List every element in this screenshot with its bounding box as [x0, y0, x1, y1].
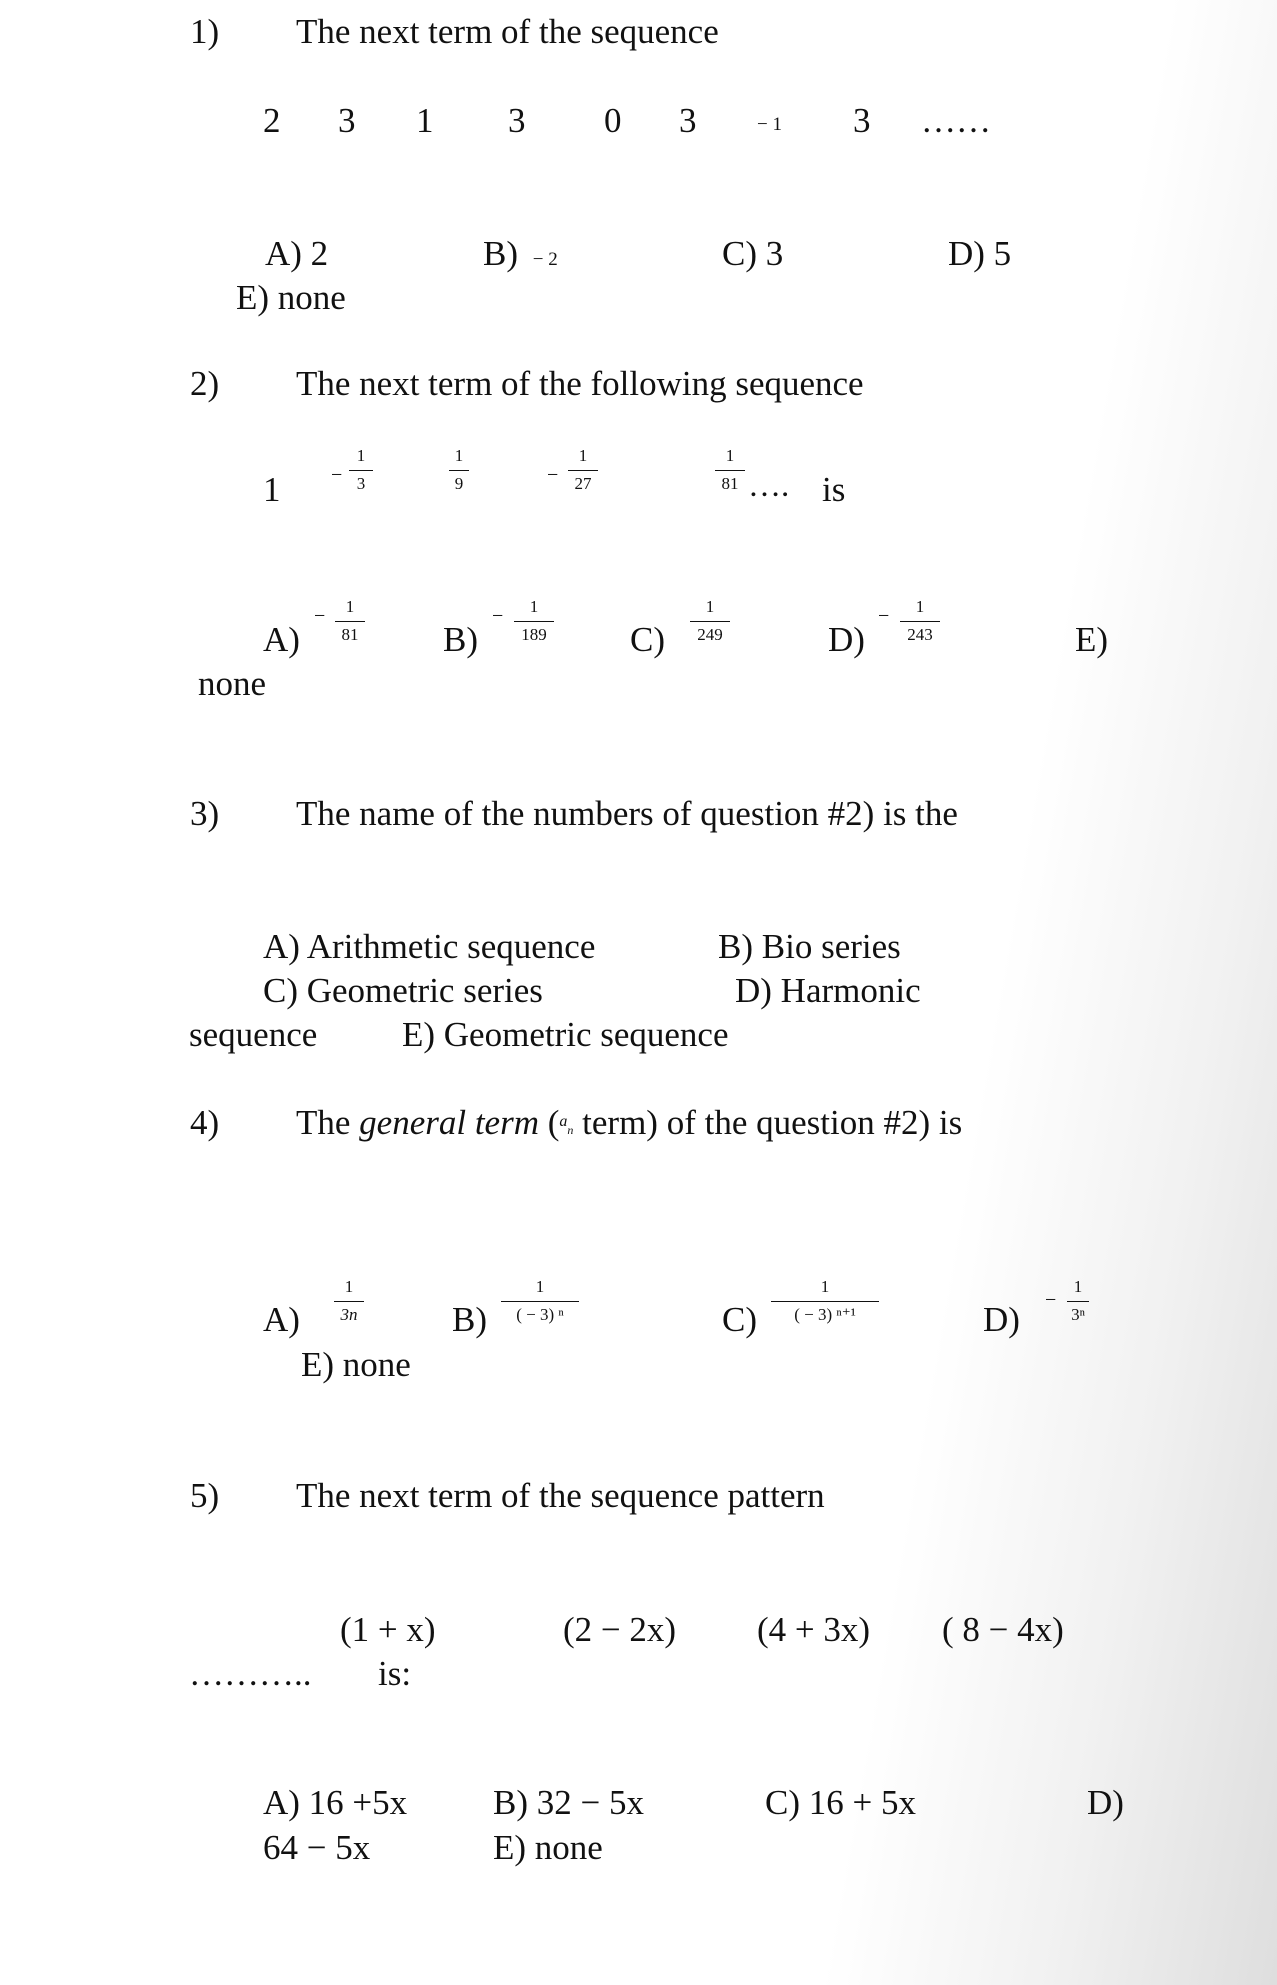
q4-option-sign: − — [1045, 1289, 1057, 1311]
q2-seq-fraction: 1 9 — [429, 447, 489, 495]
q2-option-sign: − — [492, 605, 504, 627]
q1-option-d[interactable]: D) 5 — [948, 234, 1012, 273]
q4-option-e[interactable]: E) none — [301, 1345, 411, 1384]
q3-number: 3) — [190, 794, 220, 833]
q3-option-a[interactable]: A) Arithmetic sequence — [263, 927, 596, 966]
q4-option-label: C) — [722, 1300, 757, 1339]
q2-option-fraction: 1 189 — [504, 598, 564, 646]
q1-seq-term: − 1 — [757, 114, 782, 135]
q1-seq-term: 2 — [263, 101, 281, 140]
q3-option-b[interactable]: B) Bio series — [718, 927, 901, 966]
q2-option-label: C) — [630, 620, 665, 659]
q1-seq-term: 3 — [853, 101, 871, 140]
q4-option-label: A) — [263, 1300, 300, 1339]
q1-seq-term: 0 — [604, 101, 622, 140]
q4-option-fraction: 1 ( − 3) ⁿ — [500, 1278, 580, 1326]
q4-number: 4) — [190, 1103, 220, 1142]
q1-option-a[interactable]: A) 2 — [265, 234, 329, 273]
q3-option-d-cont[interactable]: sequence — [189, 1015, 318, 1054]
q2-seq-fraction: 1 27 — [553, 447, 613, 495]
q1-text: The next term of the sequence — [296, 12, 719, 51]
q1-seq-term: 1 — [416, 101, 434, 140]
q2-seq-first: 1 — [263, 470, 281, 509]
q4-text: The general term ($^a$n term) of the question #2) is — [296, 1103, 963, 1142]
q4-option-fraction: 1 3ⁿ — [1048, 1278, 1108, 1326]
q2-seq-sign: − — [547, 464, 559, 486]
q1-seq-term: 3 — [508, 101, 526, 140]
q1-number: 1) — [190, 12, 220, 51]
q5-seq-term: (2 − 2x) — [563, 1610, 677, 1649]
q4-option-fraction: 1 ( − 3) ⁿ⁺¹ — [770, 1278, 880, 1326]
q2-option-sign: − — [878, 605, 890, 627]
q5-option-a[interactable]: A) 16 +5x — [263, 1783, 408, 1822]
q2-seq-fraction: 1 3 — [331, 447, 391, 495]
q2-option-fraction: 1 243 — [890, 598, 950, 646]
q2-is: is — [822, 470, 846, 509]
q5-option-c[interactable]: C) 16 + 5x — [765, 1783, 916, 1822]
q2-option-fraction: 1 81 — [320, 598, 380, 646]
q2-option-e-text[interactable]: none — [198, 664, 267, 703]
q3-option-d[interactable]: D) Harmonic — [735, 971, 921, 1010]
q4-option-label: D) — [983, 1300, 1020, 1339]
q2-seq-fraction: 1 81 — [700, 447, 760, 495]
q2-option-label: B) — [443, 620, 478, 659]
q2-number: 2) — [190, 364, 220, 403]
q3-option-e[interactable]: E) Geometric sequence — [402, 1015, 729, 1054]
q2-option-e-label[interactable]: E) — [1075, 620, 1109, 659]
q1-seq-dots: …… — [921, 101, 991, 140]
q2-option-sign: − — [314, 605, 326, 627]
q3-text: The name of the numbers of question #2) is the — [296, 794, 958, 833]
q5-seq-term: ( 8 − 4x) — [942, 1610, 1064, 1649]
q1-seq-term: 3 — [338, 101, 356, 140]
q5-option-b[interactable]: B) 32 − 5x — [493, 1783, 644, 1822]
q1-option-b[interactable]: B) − 2 — [483, 234, 558, 273]
q5-number: 5) — [190, 1476, 220, 1515]
q2-option-fraction: 1 249 — [680, 598, 740, 646]
q5-text: The next term of the sequence pattern — [296, 1476, 825, 1515]
q5-seq-term: (1 + x) — [340, 1610, 436, 1649]
q1-option-e[interactable]: E) none — [236, 278, 346, 317]
q2-text: The next term of the following sequence — [296, 364, 864, 403]
q2-seq-sign: − — [331, 464, 343, 486]
q5-seq-term: (4 + 3x) — [757, 1610, 871, 1649]
q1-seq-term: 3 — [679, 101, 697, 140]
q2-option-label: D) — [828, 620, 865, 659]
q2-seq-dots: …. — [748, 468, 790, 504]
q2-option-label: A) — [263, 620, 300, 659]
q5-seq-dots: ……….. — [189, 1654, 312, 1693]
q5-option-d-cont[interactable]: 64 − 5x — [263, 1828, 371, 1867]
q4-option-fraction: 1 3n — [319, 1278, 379, 1326]
q5-is: is: — [378, 1654, 412, 1693]
q3-option-c[interactable]: C) Geometric series — [263, 971, 543, 1010]
q5-option-e[interactable]: E) none — [493, 1828, 603, 1867]
q4-option-label: B) — [452, 1300, 487, 1339]
q5-option-d[interactable]: D) — [1087, 1783, 1124, 1822]
q1-option-c[interactable]: C) 3 — [722, 234, 784, 273]
